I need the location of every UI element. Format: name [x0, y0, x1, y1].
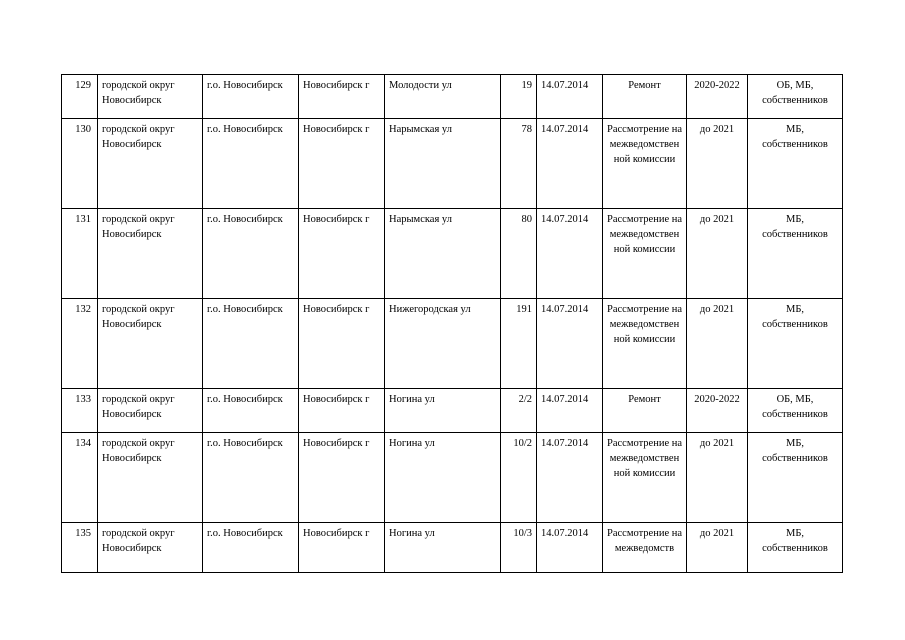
house-cell: 10/2 [501, 433, 537, 523]
funding-cell: ОБ, МБ, собственников [748, 75, 843, 119]
city-cell: Новосибирск г [299, 433, 385, 523]
city-cell: Новосибирск г [299, 299, 385, 389]
table-row [62, 75, 843, 119]
row-number: 132 [62, 299, 98, 389]
row-number: 135 [62, 523, 98, 573]
settlement-cell: г.о. Новосибирск [203, 119, 299, 209]
house-cell: 19 [501, 75, 537, 119]
municipality-cell: городской округ Новосибирск [98, 299, 203, 389]
municipality-cell: городской округ Новосибирск [98, 209, 203, 299]
house-cell: 78 [501, 119, 537, 209]
street-cell: Нарымская ул [385, 119, 501, 209]
funding-cell: ОБ, МБ, собственников [748, 389, 843, 433]
house-cell: 10/3 [501, 523, 537, 573]
house-cell: 2/2 [501, 389, 537, 433]
street-cell: Ногина ул [385, 389, 501, 433]
city-cell: Новосибирск г [299, 523, 385, 573]
table-row [62, 433, 843, 523]
table-row [62, 299, 843, 389]
house-cell: 191 [501, 299, 537, 389]
period-cell: 2020-2022 [687, 389, 748, 433]
funding-cell: МБ, собственников [748, 119, 843, 209]
table-row [62, 523, 843, 573]
table-row [62, 389, 843, 433]
funding-cell: МБ, собственников [748, 209, 843, 299]
settlement-cell: г.о. Новосибирск [203, 75, 299, 119]
date-cell: 14.07.2014 [537, 433, 603, 523]
period-cell: до 2021 [687, 433, 748, 523]
period-cell: до 2021 [687, 299, 748, 389]
street-cell: Ногина ул [385, 523, 501, 573]
settlement-cell: г.о. Новосибирск [203, 433, 299, 523]
row-number: 133 [62, 389, 98, 433]
municipality-cell: городской округ Новосибирск [98, 433, 203, 523]
municipality-cell: городской округ Новосибирск [98, 75, 203, 119]
table-row [62, 119, 843, 209]
city-cell: Новосибирск г [299, 209, 385, 299]
date-cell: 14.07.2014 [537, 75, 603, 119]
action-cell: Рассмотрение на межведомственной комиссии [603, 433, 687, 523]
period-cell: 2020-2022 [687, 75, 748, 119]
funding-cell: МБ, собственников [748, 523, 843, 573]
table-row [62, 209, 843, 299]
action-cell: Рассмотрение на межведомственной комиссии [603, 209, 687, 299]
city-cell: Новосибирск г [299, 75, 385, 119]
municipality-cell: городской округ Новосибирск [98, 119, 203, 209]
date-cell: 14.07.2014 [537, 209, 603, 299]
street-cell: Молодости ул [385, 75, 501, 119]
date-cell: 14.07.2014 [537, 523, 603, 573]
municipality-cell: городской округ Новосибирск [98, 389, 203, 433]
row-number: 134 [62, 433, 98, 523]
period-cell: до 2021 [687, 209, 748, 299]
house-cell: 80 [501, 209, 537, 299]
row-number: 130 [62, 119, 98, 209]
period-cell: до 2021 [687, 523, 748, 573]
action-cell: Рассмотрение на межведомственной комиссии [603, 119, 687, 209]
street-cell: Ногина ул [385, 433, 501, 523]
date-cell: 14.07.2014 [537, 119, 603, 209]
funding-cell: МБ, собственников [748, 433, 843, 523]
settlement-cell: г.о. Новосибирск [203, 523, 299, 573]
city-cell: Новосибирск г [299, 389, 385, 433]
row-number: 131 [62, 209, 98, 299]
housing-table [61, 74, 843, 573]
settlement-cell: г.о. Новосибирск [203, 209, 299, 299]
period-cell: до 2021 [687, 119, 748, 209]
settlement-cell: г.о. Новосибирск [203, 299, 299, 389]
action-cell: Ремонт [603, 389, 687, 433]
city-cell: Новосибирск г [299, 119, 385, 209]
settlement-cell: г.о. Новосибирск [203, 389, 299, 433]
street-cell: Нижегородская ул [385, 299, 501, 389]
action-cell: Рассмотрение на межведомств [603, 523, 687, 573]
date-cell: 14.07.2014 [537, 299, 603, 389]
action-cell: Ремонт [603, 75, 687, 119]
municipality-cell: городской округ Новосибирск [98, 523, 203, 573]
action-cell: Рассмотрение на межведомственной комиссии [603, 299, 687, 389]
date-cell: 14.07.2014 [537, 389, 603, 433]
street-cell: Нарымская ул [385, 209, 501, 299]
funding-cell: МБ, собственников [748, 299, 843, 389]
row-number: 129 [62, 75, 98, 119]
